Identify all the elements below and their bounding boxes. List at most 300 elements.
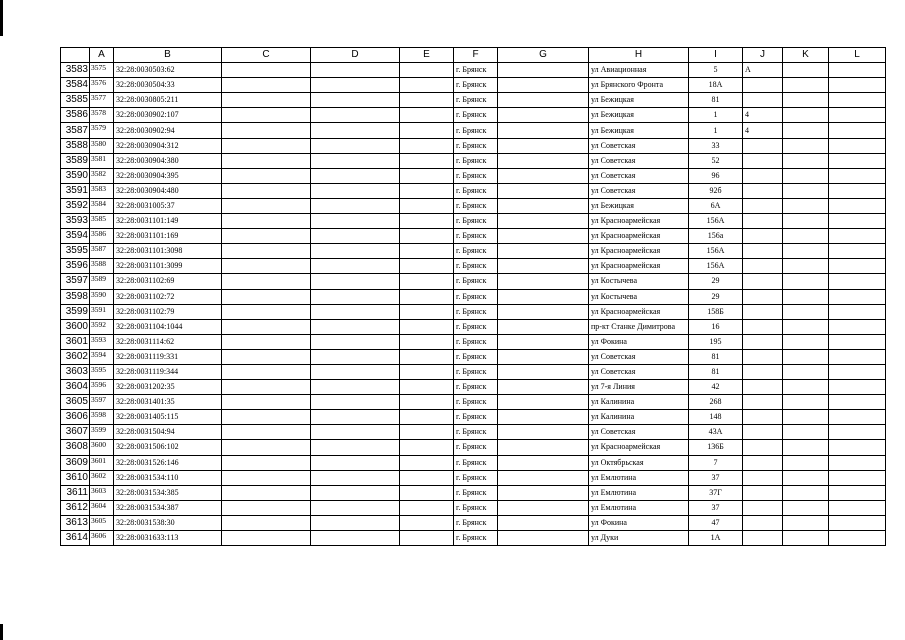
cell-i[interactable]: 81 [689, 93, 743, 108]
cell-h[interactable]: ул Авиационная [589, 63, 689, 78]
cell-b[interactable]: 32:28:0030902:94 [114, 123, 222, 138]
cell-j[interactable] [743, 153, 783, 168]
cell-j[interactable] [743, 304, 783, 319]
cell-k[interactable] [783, 289, 829, 304]
cell-h[interactable]: пр-кт Станке Димитрова [589, 319, 689, 334]
cell-l[interactable] [829, 123, 886, 138]
cell-a[interactable]: 3587 [90, 244, 114, 259]
cell-e[interactable] [400, 198, 454, 213]
cell-f[interactable]: г. Брянск [454, 93, 498, 108]
cell-k[interactable] [783, 93, 829, 108]
row-header[interactable]: 3592 [61, 198, 90, 213]
cell-h[interactable]: ул Бежицкая [589, 123, 689, 138]
cell-a[interactable]: 3593 [90, 334, 114, 349]
cell-i[interactable]: 5 [689, 63, 743, 78]
cell-k[interactable] [783, 485, 829, 500]
cell-d[interactable] [311, 364, 400, 379]
cell-h[interactable]: ул Советская [589, 138, 689, 153]
cell-j[interactable] [743, 531, 783, 546]
cell-a[interactable]: 3597 [90, 395, 114, 410]
cell-l[interactable] [829, 229, 886, 244]
cell-d[interactable] [311, 93, 400, 108]
cell-f[interactable]: г. Брянск [454, 395, 498, 410]
cell-k[interactable] [783, 425, 829, 440]
cell-i[interactable]: 16 [689, 319, 743, 334]
cell-i[interactable]: 37Г [689, 485, 743, 500]
row-header[interactable]: 3605 [61, 395, 90, 410]
cell-i[interactable]: 96 [689, 168, 743, 183]
cell-h[interactable]: ул Фокина [589, 515, 689, 530]
cell-i[interactable]: 1 [689, 108, 743, 123]
cell-a[interactable]: 3595 [90, 364, 114, 379]
cell-a[interactable]: 3604 [90, 500, 114, 515]
column-header[interactable]: J [743, 48, 783, 63]
cell-e[interactable] [400, 289, 454, 304]
cell-h[interactable]: ул Емлютина [589, 470, 689, 485]
cell-g[interactable] [498, 304, 589, 319]
cell-a[interactable]: 3588 [90, 259, 114, 274]
row-header[interactable]: 3588 [61, 138, 90, 153]
cell-g[interactable] [498, 93, 589, 108]
cell-c[interactable] [222, 531, 311, 546]
cell-l[interactable] [829, 334, 886, 349]
cell-j[interactable] [743, 364, 783, 379]
column-header[interactable]: B [114, 48, 222, 63]
cell-b[interactable]: 32:28:0031534:385 [114, 485, 222, 500]
cell-a[interactable]: 3589 [90, 274, 114, 289]
cell-f[interactable]: г. Брянск [454, 153, 498, 168]
row-header[interactable]: 3589 [61, 153, 90, 168]
cell-g[interactable] [498, 455, 589, 470]
cell-f[interactable]: г. Брянск [454, 183, 498, 198]
cell-a[interactable]: 3592 [90, 319, 114, 334]
cell-c[interactable] [222, 410, 311, 425]
cell-a[interactable]: 3603 [90, 485, 114, 500]
cell-c[interactable] [222, 214, 311, 229]
cell-e[interactable] [400, 63, 454, 78]
cell-g[interactable] [498, 198, 589, 213]
cell-i[interactable]: 18А [689, 78, 743, 93]
cell-i[interactable]: 156А [689, 244, 743, 259]
cell-g[interactable] [498, 138, 589, 153]
cell-e[interactable] [400, 168, 454, 183]
cell-h[interactable]: ул Красноармейская [589, 244, 689, 259]
cell-j[interactable]: 4 [743, 108, 783, 123]
cell-b[interactable]: 32:28:0031534:387 [114, 500, 222, 515]
cell-k[interactable] [783, 380, 829, 395]
cell-k[interactable] [783, 259, 829, 274]
cell-b[interactable]: 32:28:0031526:146 [114, 455, 222, 470]
cell-f[interactable]: г. Брянск [454, 364, 498, 379]
cell-l[interactable] [829, 304, 886, 319]
cell-i[interactable]: 1 [689, 123, 743, 138]
row-header[interactable]: 3600 [61, 319, 90, 334]
cell-e[interactable] [400, 214, 454, 229]
cell-k[interactable] [783, 198, 829, 213]
cell-e[interactable] [400, 334, 454, 349]
cell-f[interactable]: г. Брянск [454, 319, 498, 334]
cell-k[interactable] [783, 138, 829, 153]
cell-i[interactable]: 42 [689, 380, 743, 395]
cell-i[interactable]: 156А [689, 214, 743, 229]
cell-g[interactable] [498, 334, 589, 349]
cell-a[interactable]: 3602 [90, 470, 114, 485]
cell-g[interactable] [498, 153, 589, 168]
cell-c[interactable] [222, 108, 311, 123]
cell-f[interactable]: г. Брянск [454, 380, 498, 395]
cell-k[interactable] [783, 168, 829, 183]
cell-j[interactable] [743, 274, 783, 289]
cell-c[interactable] [222, 319, 311, 334]
cell-c[interactable] [222, 168, 311, 183]
cell-k[interactable] [783, 395, 829, 410]
cell-g[interactable] [498, 531, 589, 546]
cell-a[interactable]: 3606 [90, 531, 114, 546]
cell-b[interactable]: 32:28:0031005:37 [114, 198, 222, 213]
cell-h[interactable]: ул Брянского Фронта [589, 78, 689, 93]
cell-e[interactable] [400, 410, 454, 425]
cell-b[interactable]: 32:28:0031534:110 [114, 470, 222, 485]
cell-j[interactable] [743, 440, 783, 455]
cell-k[interactable] [783, 334, 829, 349]
cell-f[interactable]: г. Брянск [454, 214, 498, 229]
cell-d[interactable] [311, 470, 400, 485]
cell-j[interactable] [743, 168, 783, 183]
cell-i[interactable]: 81 [689, 364, 743, 379]
cell-l[interactable] [829, 183, 886, 198]
cell-h[interactable]: ул Бежицкая [589, 198, 689, 213]
cell-g[interactable] [498, 259, 589, 274]
cell-l[interactable] [829, 485, 886, 500]
cell-c[interactable] [222, 304, 311, 319]
row-header[interactable]: 3596 [61, 259, 90, 274]
row-header[interactable]: 3606 [61, 410, 90, 425]
cell-f[interactable]: г. Брянск [454, 425, 498, 440]
cell-g[interactable] [498, 380, 589, 395]
cell-d[interactable] [311, 515, 400, 530]
cell-e[interactable] [400, 380, 454, 395]
cell-e[interactable] [400, 515, 454, 530]
cell-k[interactable] [783, 304, 829, 319]
cell-f[interactable]: г. Брянск [454, 334, 498, 349]
row-header[interactable]: 3603 [61, 364, 90, 379]
cell-e[interactable] [400, 531, 454, 546]
cell-e[interactable] [400, 244, 454, 259]
cell-k[interactable] [783, 455, 829, 470]
cell-i[interactable]: 156А [689, 259, 743, 274]
cell-h[interactable]: ул Бежицкая [589, 93, 689, 108]
cell-l[interactable] [829, 168, 886, 183]
cell-c[interactable] [222, 395, 311, 410]
cell-k[interactable] [783, 63, 829, 78]
cell-l[interactable] [829, 380, 886, 395]
cell-a[interactable]: 3585 [90, 214, 114, 229]
cell-l[interactable] [829, 244, 886, 259]
cell-l[interactable] [829, 198, 886, 213]
row-header[interactable]: 3585 [61, 93, 90, 108]
cell-e[interactable] [400, 440, 454, 455]
cell-k[interactable] [783, 214, 829, 229]
cell-l[interactable] [829, 93, 886, 108]
row-header[interactable]: 3598 [61, 289, 90, 304]
cell-d[interactable] [311, 63, 400, 78]
cell-f[interactable]: г. Брянск [454, 455, 498, 470]
cell-j[interactable]: А [743, 63, 783, 78]
row-header[interactable]: 3610 [61, 470, 90, 485]
cell-f[interactable]: г. Брянск [454, 470, 498, 485]
cell-b[interactable]: 32:28:0030904:480 [114, 183, 222, 198]
cell-l[interactable] [829, 78, 886, 93]
cell-a[interactable]: 3598 [90, 410, 114, 425]
cell-k[interactable] [783, 274, 829, 289]
cell-l[interactable] [829, 364, 886, 379]
cell-j[interactable] [743, 183, 783, 198]
row-header[interactable]: 3604 [61, 380, 90, 395]
column-header[interactable]: L [829, 48, 886, 63]
cell-h[interactable]: ул Советская [589, 349, 689, 364]
cell-b[interactable]: 32:28:0031405:115 [114, 410, 222, 425]
cell-b[interactable]: 32:28:0031101:3099 [114, 259, 222, 274]
cell-g[interactable] [498, 485, 589, 500]
cell-j[interactable] [743, 470, 783, 485]
cell-h[interactable]: ул Октябрьская [589, 455, 689, 470]
cell-b[interactable]: 32:28:0031101:3098 [114, 244, 222, 259]
cell-a[interactable]: 3578 [90, 108, 114, 123]
cell-e[interactable] [400, 425, 454, 440]
cell-a[interactable]: 3580 [90, 138, 114, 153]
cell-e[interactable] [400, 138, 454, 153]
cell-d[interactable] [311, 244, 400, 259]
cell-c[interactable] [222, 138, 311, 153]
column-header[interactable]: G [498, 48, 589, 63]
cell-c[interactable] [222, 500, 311, 515]
cell-b[interactable]: 32:28:0031102:69 [114, 274, 222, 289]
cell-k[interactable] [783, 531, 829, 546]
cell-j[interactable] [743, 244, 783, 259]
row-header[interactable]: 3613 [61, 515, 90, 530]
cell-l[interactable] [829, 349, 886, 364]
row-header[interactable]: 3593 [61, 214, 90, 229]
cell-j[interactable] [743, 334, 783, 349]
cell-a[interactable]: 3601 [90, 455, 114, 470]
cell-f[interactable]: г. Брянск [454, 531, 498, 546]
cell-e[interactable] [400, 229, 454, 244]
cell-b[interactable]: 32:28:0030904:380 [114, 153, 222, 168]
cell-c[interactable] [222, 93, 311, 108]
cell-i[interactable]: 7 [689, 455, 743, 470]
cell-d[interactable] [311, 500, 400, 515]
cell-e[interactable] [400, 259, 454, 274]
cell-c[interactable] [222, 198, 311, 213]
row-header[interactable]: 3597 [61, 274, 90, 289]
cell-f[interactable]: г. Брянск [454, 500, 498, 515]
cell-c[interactable] [222, 229, 311, 244]
cell-d[interactable] [311, 349, 400, 364]
cell-k[interactable] [783, 78, 829, 93]
cell-k[interactable] [783, 244, 829, 259]
row-header[interactable]: 3612 [61, 500, 90, 515]
cell-l[interactable] [829, 470, 886, 485]
cell-d[interactable] [311, 304, 400, 319]
cell-d[interactable] [311, 410, 400, 425]
cell-b[interactable]: 32:28:0031401:35 [114, 395, 222, 410]
row-header[interactable]: 3601 [61, 334, 90, 349]
cell-i[interactable]: 6А [689, 198, 743, 213]
cell-l[interactable] [829, 259, 886, 274]
cell-h[interactable]: ул Дуки [589, 531, 689, 546]
cell-g[interactable] [498, 123, 589, 138]
cell-k[interactable] [783, 319, 829, 334]
cell-g[interactable] [498, 108, 589, 123]
cell-d[interactable] [311, 334, 400, 349]
cell-e[interactable] [400, 304, 454, 319]
cell-a[interactable]: 3600 [90, 440, 114, 455]
cell-d[interactable] [311, 214, 400, 229]
cell-l[interactable] [829, 395, 886, 410]
cell-f[interactable]: г. Брянск [454, 410, 498, 425]
cell-l[interactable] [829, 153, 886, 168]
cell-l[interactable] [829, 108, 886, 123]
cell-g[interactable] [498, 319, 589, 334]
cell-d[interactable] [311, 229, 400, 244]
cell-d[interactable] [311, 289, 400, 304]
cell-l[interactable] [829, 319, 886, 334]
cell-h[interactable]: ул 7-я Линия [589, 380, 689, 395]
cell-a[interactable]: 3590 [90, 289, 114, 304]
cell-e[interactable] [400, 470, 454, 485]
cell-i[interactable]: 37 [689, 500, 743, 515]
cell-i[interactable]: 156а [689, 229, 743, 244]
cell-k[interactable] [783, 123, 829, 138]
cell-e[interactable] [400, 123, 454, 138]
cell-f[interactable]: г. Брянск [454, 229, 498, 244]
column-header[interactable]: K [783, 48, 829, 63]
cell-g[interactable] [498, 244, 589, 259]
cell-i[interactable]: 29 [689, 274, 743, 289]
cell-c[interactable] [222, 380, 311, 395]
cell-c[interactable] [222, 470, 311, 485]
cell-l[interactable] [829, 440, 886, 455]
row-header[interactable]: 3587 [61, 123, 90, 138]
cell-f[interactable]: г. Брянск [454, 123, 498, 138]
cell-l[interactable] [829, 274, 886, 289]
cell-g[interactable] [498, 168, 589, 183]
cell-f[interactable]: г. Брянск [454, 138, 498, 153]
cell-g[interactable] [498, 183, 589, 198]
cell-i[interactable]: 29 [689, 289, 743, 304]
cell-h[interactable]: ул Красноармейская [589, 304, 689, 319]
cell-b[interactable]: 32:28:0031506:102 [114, 440, 222, 455]
cell-k[interactable] [783, 440, 829, 455]
cell-j[interactable] [743, 78, 783, 93]
cell-l[interactable] [829, 410, 886, 425]
cell-f[interactable]: г. Брянск [454, 485, 498, 500]
cell-c[interactable] [222, 78, 311, 93]
cell-d[interactable] [311, 108, 400, 123]
cell-c[interactable] [222, 334, 311, 349]
cell-k[interactable] [783, 364, 829, 379]
cell-c[interactable] [222, 425, 311, 440]
cell-a[interactable]: 3577 [90, 93, 114, 108]
cell-j[interactable] [743, 425, 783, 440]
cell-b[interactable]: 32:28:0030904:312 [114, 138, 222, 153]
cell-j[interactable] [743, 259, 783, 274]
cell-a[interactable]: 3584 [90, 198, 114, 213]
cell-c[interactable] [222, 244, 311, 259]
cell-d[interactable] [311, 319, 400, 334]
cell-b[interactable]: 32:28:0031102:79 [114, 304, 222, 319]
cell-l[interactable] [829, 531, 886, 546]
cell-h[interactable]: ул Советская [589, 183, 689, 198]
cell-h[interactable]: ул Советская [589, 364, 689, 379]
cell-h[interactable]: ул Костычева [589, 289, 689, 304]
cell-k[interactable] [783, 229, 829, 244]
cell-k[interactable] [783, 183, 829, 198]
cell-g[interactable] [498, 274, 589, 289]
cell-j[interactable] [743, 500, 783, 515]
cell-e[interactable] [400, 349, 454, 364]
cell-f[interactable]: г. Брянск [454, 244, 498, 259]
cell-c[interactable] [222, 63, 311, 78]
cell-b[interactable]: 32:28:0031101:149 [114, 214, 222, 229]
cell-j[interactable] [743, 319, 783, 334]
cell-b[interactable]: 32:28:0031202:35 [114, 380, 222, 395]
cell-b[interactable]: 32:28:0030504:33 [114, 78, 222, 93]
cell-c[interactable] [222, 153, 311, 168]
column-header[interactable]: H [589, 48, 689, 63]
cell-h[interactable]: ул Советская [589, 425, 689, 440]
row-header[interactable]: 3590 [61, 168, 90, 183]
cell-a[interactable]: 3579 [90, 123, 114, 138]
row-header[interactable]: 3594 [61, 229, 90, 244]
cell-c[interactable] [222, 440, 311, 455]
column-header[interactable]: D [311, 48, 400, 63]
cell-h[interactable]: ул Советская [589, 168, 689, 183]
row-header[interactable]: 3584 [61, 78, 90, 93]
column-header[interactable]: E [400, 48, 454, 63]
column-header[interactable]: I [689, 48, 743, 63]
cell-f[interactable]: г. Брянск [454, 78, 498, 93]
row-header[interactable]: 3609 [61, 455, 90, 470]
cell-l[interactable] [829, 515, 886, 530]
cell-d[interactable] [311, 183, 400, 198]
cell-c[interactable] [222, 515, 311, 530]
cell-b[interactable]: 32:28:0030904:395 [114, 168, 222, 183]
cell-h[interactable]: ул Красноармейская [589, 259, 689, 274]
cell-j[interactable] [743, 289, 783, 304]
cell-d[interactable] [311, 123, 400, 138]
cell-d[interactable] [311, 531, 400, 546]
cell-l[interactable] [829, 455, 886, 470]
cell-i[interactable]: 158Б [689, 304, 743, 319]
cell-g[interactable] [498, 470, 589, 485]
cell-h[interactable]: ул Калинина [589, 395, 689, 410]
cell-h[interactable]: ул Красноармейская [589, 229, 689, 244]
cell-j[interactable] [743, 515, 783, 530]
cell-a[interactable]: 3581 [90, 153, 114, 168]
cell-e[interactable] [400, 364, 454, 379]
cell-g[interactable] [498, 78, 589, 93]
cell-k[interactable] [783, 515, 829, 530]
cell-d[interactable] [311, 380, 400, 395]
cell-f[interactable]: г. Брянск [454, 304, 498, 319]
cell-i[interactable]: 268 [689, 395, 743, 410]
cell-b[interactable]: 32:28:0030902:107 [114, 108, 222, 123]
cell-e[interactable] [400, 274, 454, 289]
cell-b[interactable]: 32:28:0031114:62 [114, 334, 222, 349]
cell-k[interactable] [783, 108, 829, 123]
cell-d[interactable] [311, 198, 400, 213]
